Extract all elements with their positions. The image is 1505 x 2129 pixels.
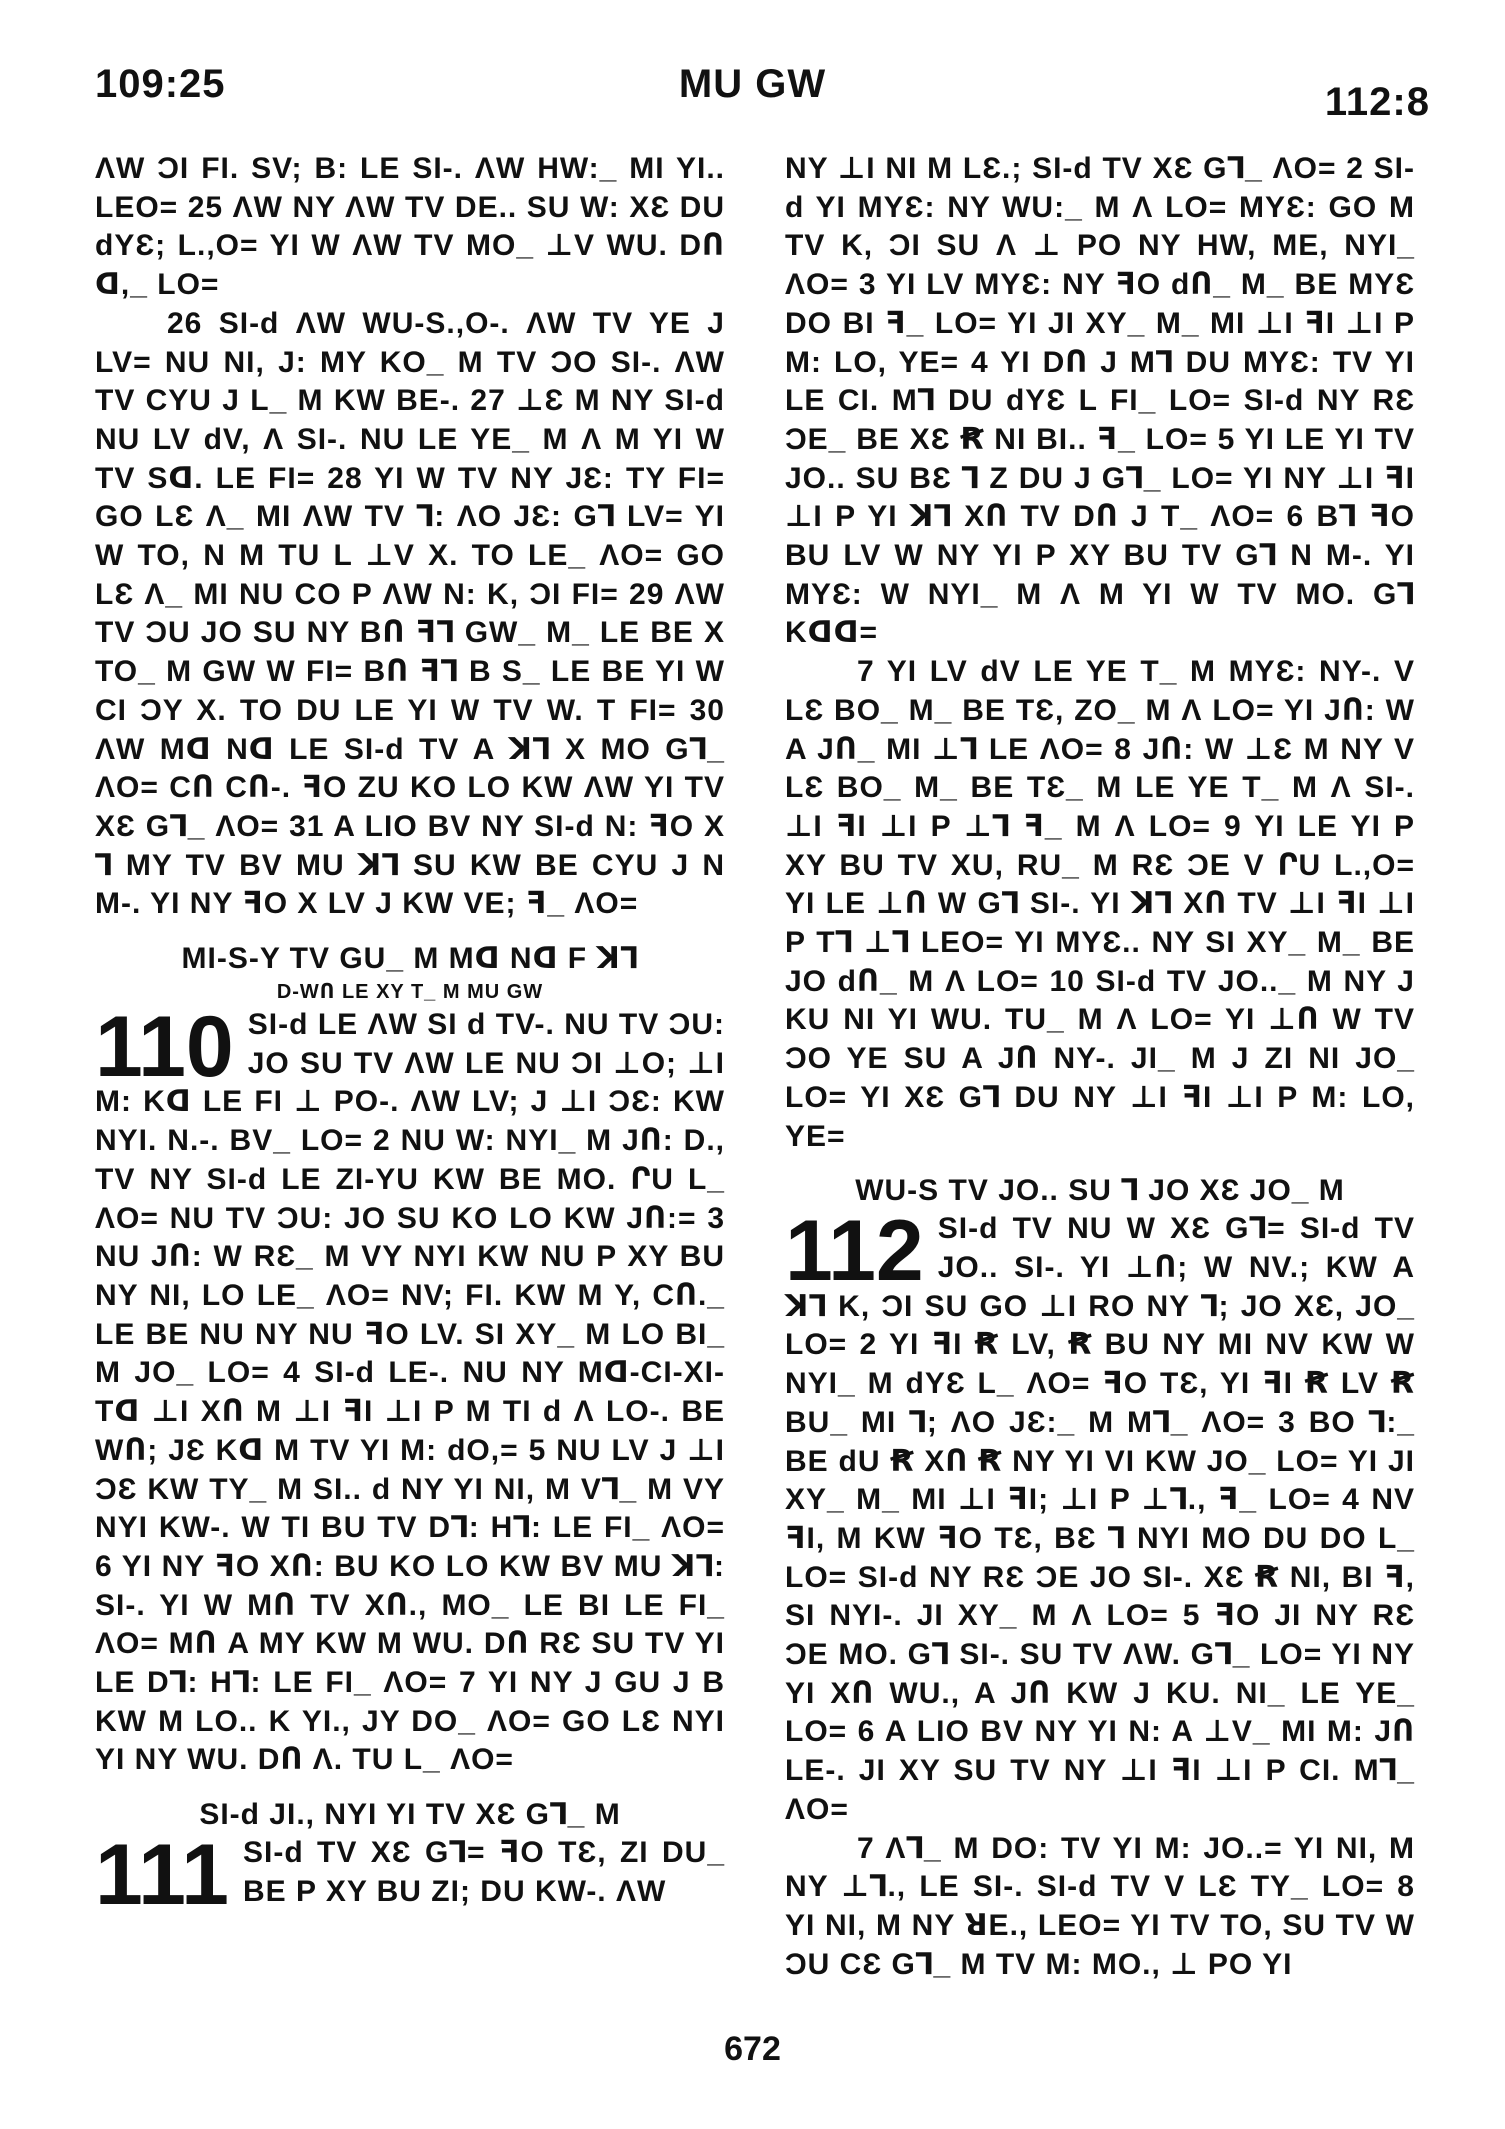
left-column (95, 150, 725, 1924)
paragraph: ΛW ƆI FI. SV; B: LE SI-. ΛW HW:_ MI YI.. LEO= 25 ΛW NY ΛW TV DE.. SU W: XƐ DU dYƐ; L.,O= YI W ΛW TV MO_ ⊥V WU. DՈ ꓷ,_ LO= (95, 152, 725, 302)
chapter-paragraph (95, 999, 725, 1780)
section-heading: MI-S-Y TV GU_ M Mꓷ Nꓷ F ꓘ⅂ (181, 942, 639, 976)
chapter-paragraph (95, 1827, 725, 1924)
paragraph: 26 SI-d ΛW WU-S.,O-. ΛW TV YE J LV= NU NI, J: MY KO_ M TV ƆO SI-. ΛW TV CYU J L_ M KW BE-. 27 ⊥Ɛ M NY SI-d NU LV dV, Λ SI-. NU LE YE_ M Λ M YI W TV Sꓷ. LE FI= 28 YI W TV NY JƐ: TY FI= GO LƐ Λ_ MI ΛW TV ⅂: ΛO JƐ: G⅂ LV= YI W TO, N M TU L ⊥V X. TO LE_ ΛO= GO LƐ Λ_ MI NU CO P ΛW N: K, ƆI FI= 29 ΛW TV ƆU JO SU NY BՈ ꟻ⅂ GW_ M_ LE BE X TO_ M GW W FI= BՈ ꟻ⅂ B S_ LE BE YI W CI ƆY X. TO DU LE YI W TV W. T FI= 30 ΛW Mꓷ Nꓷ LE SI-d TV A ꓘ⅂ X MO G⅂_ ΛO= CՈ CՈ-. ꟻO ZU KO LO KW ΛW YI TV XƐ G⅂_ ΛO= 31 A LIO BV NY SI-d N: ꟻO X ⅂ MY TV BV MU ꓘ⅂ SU KW BE CYU J N M-. YI NY ꟻO X LV J KW VE; ꟻ_ ΛO= (95, 306, 725, 921)
paragraph-text: SI-d TV NU W XƐ G⅂= SI-d TV JO.. SI-. YI ⊥Ո; W NV.; KW A ꓘ⅂ K, ƆI SU GO ⊥I RO NY ⅂; JO XƐ, JO_ LO= 2 YI ꟻI Ꞧ LV, Ꞧ BU NY MI NV KW W NYI_ M dYƐ L_ ΛO= ꟻO TƐ, YI ꟻI Ꞧ LV Ꞧ BU_ MI ⅂; ΛO JƐ:_ M M⅂_ ΛO= 3 BO ⅂:_ BE dU Ꞧ XՈ Ꞧ NY YI VI KW JO_ LO= YI JI XY_ M_ MI ⊥I ꟻI; ⊥I P ⊥⅂., ꟻ_ LO= 4 NV ꟻI, M KW ꟻO TƐ, BƐ ⅂ NYI MO DU DO L_ LO= SI-d NY RƐ ƆE JO SI-. XƐ Ꞧ NI, BI ꟻ, SI NYI-. JI XY_ M Λ LO= 5 ꟻO JI NY RƐ ƆE MO. G⅂ SI-. SU TV ΛW. G⅂_ LO= YI NY YI XՈ WU., A JՈ KW J KU. NI_ LE YE_ LO= 6 A LIO BV NY YI N: A ⊥V_ MI M: JՈ LE-. JI XY SU TV NY ⊥I ꟻI ⊥I P CI. M⅂_ ΛO= (785, 1212, 1415, 1826)
section-heading: SI-d JI., NYI YI TV XƐ G⅂_ M (199, 1798, 621, 1832)
chapter-number: 111 (95, 1827, 229, 1924)
section-heading: WU-S TV JO.. SU ⅂ JO XƐ JO_ M (855, 1174, 1345, 1208)
section-subheading: D-WՈ LE XY T_ M MU GW (276, 981, 544, 1004)
page-number: 672 (724, 2030, 781, 2068)
paragraph: 7 YI LV dV LE YE T_ M MYƐ: NY-. V LƐ BO_ M_ BE TƐ, ZO_ M Λ LO= YI JՈ: W A JՈ_ MI ⊥⅂ LE ΛO= 8 JՈ: W ⊥Ɛ M NY V LƐ BO_ M_ BE TƐ_ M LE YE T_ M Λ SI-. ⊥I ꟻI ⊥I P ⊥⅂ ꟻ_ M Λ LO= 9 YI LE YI P XY BU TV XU, RU_ M RƐ ƆE V ՐU L.,O= YI LE ⊥Ո W G⅂ SI-. YI ꓘ⅂ XՈ TV ⊥I ꟻI ⊥I P T⅂ ⊥⅂ LEO= YI MYƐ.. NY SI XY_ M_ BE JO dՈ_ M Λ LO= 10 SI-d TV JO.._ M NY J KU NI YI WU. TU_ M Λ LO= YI ⊥Ո W TV ƆO YE SU A JՈ NY-. JI_ M J ZI NI JO_ LO= YI XƐ G⅂ DU NY ⊥I ꟻI ⊥I P M: LO, YE= (785, 655, 1415, 1153)
chapter-paragraph (785, 1203, 1415, 1829)
header-title: MU GW (678, 62, 827, 106)
chapter-number: 110 (95, 999, 234, 1096)
chapter-number: 112 (785, 1203, 924, 1300)
header-left-reference: 109:25 (95, 62, 226, 106)
paragraph: NY ⊥I NI M LƐ.; SI-d TV XƐ G⅂_ ΛO= 2 SI-d YI MYƐ: NY WU:_ M Λ LO= MYƐ: GO M TV K, ƆI SU Λ ⊥ PO NY HW, ME, NYI_ ΛO= 3 YI LV MYƐ: NY ꟻO dՈ_ M_ BE MYƐ DO BI ꟻ_ LO= YI JI XY_ M_ MI ⊥I ꟻI ⊥I P M: LO, YE= 4 YI DՈ J M⅂ DU MYƐ: TV YI LE CI. M⅂ DU dYƐ L FI_ LO= SI-d NY RƐ ƆE_ BE XƐ Ꞧ NI BI.. ꟻ_ LO= 5 YI LE YI TV JO.. SU BƐ ⅂ Z DU J G⅂_ LO= YI NY ⊥I ꟻI ⊥I P YI ꓘ⅂ XՈ TV DՈ J T_ ΛO= 6 B⅂ ꟻO BU LV W NY YI P XY BU TV G⅂ N M-. YI MYƐ: W NYI_ M Λ M YI W TV MO. G⅂ Kꓷꓷ= (785, 152, 1415, 650)
right-column (785, 150, 1415, 1984)
paragraph-text: SI-d TV XƐ G⅂= ꟻO TƐ, ZI DU_ BE P XY BU ZI; DU KW-. ΛW (243, 1836, 725, 1908)
paragraph-text: SI-d LE ΛW SI d TV-. NU TV ƆU: JO SU TV ΛW LE NU ƆI ⊥O; ⊥I M: Kꓷ LE FI ⊥ PO-. ΛW LV; J ⊥I ƆƐ: KW NYI. N.-. BV_ LO= 2 NU W: NYI_ M JՈ: D., TV NY SI-d LE ZI-YU KW BE MO. ՐU L_ ΛO= NU TV ƆU: JO SU KO LO KW JՈ:= 3 NU JՈ: W RƐ_ M VY NYI KW NU P XY BU NY NI, LO LE_ ΛO= NV; FI. KW M Y, CՈ._ LE BE NU NY NU ꟻO LV. SI XY_ M LO BI_ M JO_ LO= 4 SI-d LE-. NU NY Mꓷ-CI-XI-Tꓷ ⊥I XՈ M ⊥I ꟻI ⊥I P M TI d Λ LO-. BE WՈ; JƐ Kꓷ M TV YI M: dO,= 5 NU LV J ⊥I ƆƐ KW TY_ M SI.. d NY YI NI, M V⅂_ M VY NYI KW-. W TI BU TV D⅂: H⅂: LE FI_ ΛO= 6 YI NY ꟻO XՈ: BU KO LO KW BV MU ꓘ⅂: SI-. YI W MՈ TV XՈ., MO_ LE BI LE FI_ ΛO= MՈ A MY KW M WU. DՈ RƐ SU TV YI LE D⅂: H⅂: LE FI_ ΛO= 7 YI NY J GU J B KW M LO.. K YI., JY DO_ ΛO= GO LƐ NYI YI NY WU. DՈ Λ. TU L_ ΛO= (95, 1008, 725, 1777)
paragraph: 7 Λ⅂_ M DO: TV YI M: JO..= YI NI, M NY ⊥⅂., LE SI-. SI-d TV V LƐ TY_ LO= 8 YI NI, M NY ꓤE., LEO= YI TV TO, SU TV W ƆU CƐ G⅂_ M TV M: MO., ⊥ PO YI (785, 1831, 1415, 1981)
header-right-reference: 112:8 (1324, 80, 1430, 124)
